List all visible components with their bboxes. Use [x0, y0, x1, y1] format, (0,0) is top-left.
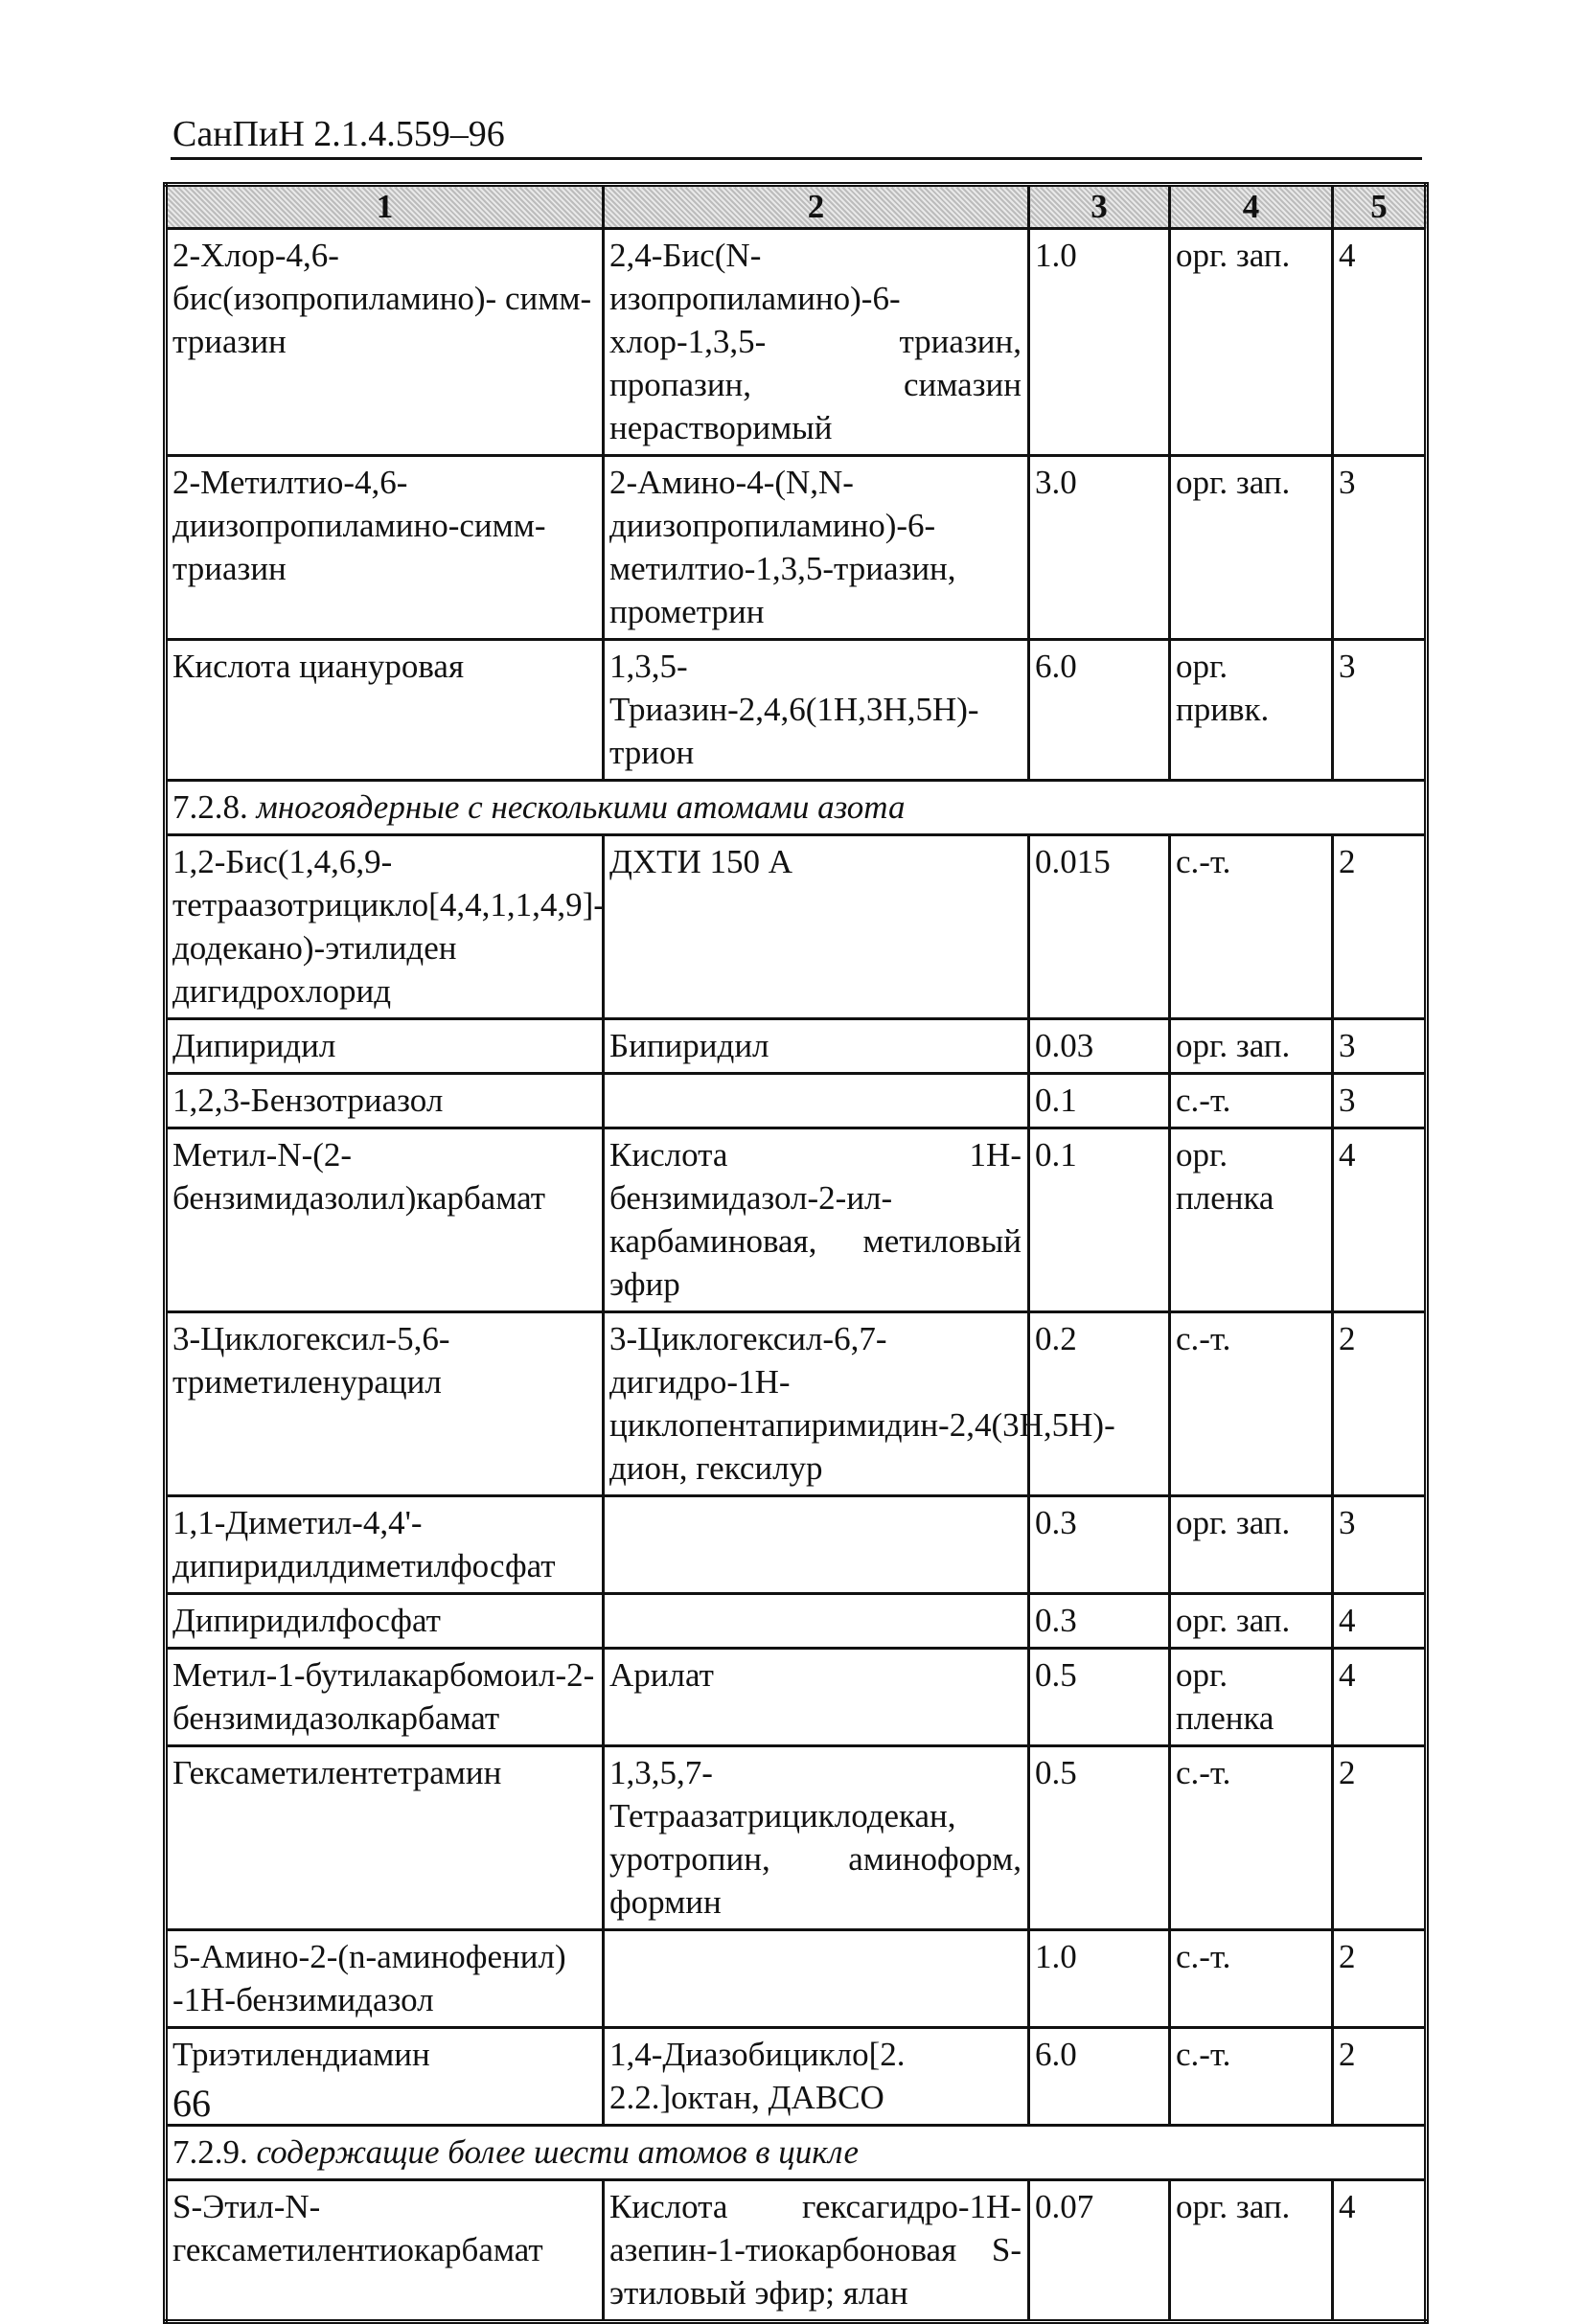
table-row — [166, 1496, 1427, 1594]
hazard-indicator-cell: орг. зап. — [1170, 1019, 1333, 1074]
norm-value-cell: 1.0 — [1029, 1930, 1170, 2028]
header-row — [166, 185, 1427, 229]
substance-name-cell: 2-Метилтио-4,6-диизопропиламино-симм-триазин — [166, 456, 604, 640]
section-number: 7.2.8. — [172, 788, 248, 826]
synonym-cell: 3-Циклогексил-6,7-дигидро-1Н-циклопентапиримидин-2,4(3Н,5Н)- дион, гексилур — [604, 1312, 1029, 1496]
norm-value-cell: 0.1 — [1029, 1128, 1170, 1312]
hazard-class-cell: 3 — [1333, 1496, 1427, 1594]
hazard-class-cell: 4 — [1333, 2180, 1427, 2322]
table-row — [166, 1312, 1427, 1496]
table-row — [166, 229, 1427, 456]
hazard-indicator-cell: орг. привк. — [1170, 640, 1333, 781]
substance-name-cell: Гексаметилентетрамин — [166, 1746, 604, 1930]
substance-name-cell: 5-Амино-2-(n-аминофенил) -1Н-бензимидазол — [166, 1930, 604, 2028]
hazard-indicator-cell: орг. зап. — [1170, 2180, 1333, 2322]
table-row — [166, 640, 1427, 781]
norm-value-cell: 0.3 — [1029, 1496, 1170, 1594]
section-row — [166, 781, 1427, 835]
norm-value-cell: 6.0 — [1029, 2028, 1170, 2126]
table-row — [166, 1930, 1427, 2028]
synonym-cell — [604, 1074, 1029, 1128]
synonym-cell: Кислота гексагидро-1Н-азепин-1-тиокарбоновая S-этиловый эфир; ялан — [604, 2180, 1029, 2322]
hazard-indicator-cell: орг. пленка — [1170, 1128, 1333, 1312]
table-row — [166, 835, 1427, 1019]
norm-value-cell: 0.07 — [1029, 2180, 1170, 2322]
substance-name-cell: 1,2-Бис(1,4,6,9-тетраазотрицикло[4,4,1,1,4,9]- додекано)-этилиден дигидрохлорид — [166, 835, 604, 1019]
substance-name-cell: Триэтилендиамин — [166, 2028, 604, 2126]
substance-name-cell: S-Этил-N-гексаметилентиокарбамат — [166, 2180, 604, 2322]
table-row — [166, 1074, 1427, 1128]
hazard-class-cell: 2 — [1333, 1930, 1427, 2028]
hazard-indicator-cell: с.-т. — [1170, 1312, 1333, 1496]
hazard-indicator-cell: орг. зап. — [1170, 1496, 1333, 1594]
hazard-indicator-cell: с.-т. — [1170, 1746, 1333, 1930]
hazard-indicator-cell: орг. пленка — [1170, 1649, 1333, 1746]
section-heading — [166, 2126, 1427, 2180]
substance-name-cell: Метил-1-бутилакарбомоил-2-бензимидазолкарбамат — [166, 1649, 604, 1746]
norm-value-cell: 0.2 — [1029, 1312, 1170, 1496]
substance-name-cell: Дипиридил — [166, 1019, 604, 1074]
substance-name-cell: 2-Хлор-4,6-бис(изопропиламино)- симм-триазин — [166, 229, 604, 456]
substance-name-cell: Кислота циануровая — [166, 640, 604, 781]
norm-value-cell: 3.0 — [1029, 456, 1170, 640]
hazard-class-cell: 3 — [1333, 640, 1427, 781]
table-row — [166, 456, 1427, 640]
synonym-cell — [604, 1496, 1029, 1594]
synonym-cell — [604, 1930, 1029, 2028]
section-heading — [166, 781, 1427, 835]
substance-name-cell: 1,2,3-Бензотриазол — [166, 1074, 604, 1128]
synonym-cell: Кислота 1Н-бензимидазол-2-ил-карбаминовая, метиловый эфир — [604, 1128, 1029, 1312]
hazard-class-cell: 4 — [1333, 229, 1427, 456]
section-title: многоядерные с несколькими атомами азота — [256, 788, 906, 826]
synonym-cell: ДХТИ 150 А — [604, 835, 1029, 1019]
synonym-cell: 1,4-Диазобицикло[2. 2.2.]октан, ДАВСО — [604, 2028, 1029, 2126]
substance-name-cell: 1,1-Диметил-4,4'-дипиридилдиметилфосфат — [166, 1496, 604, 1594]
substance-name-cell: Дипиридилфосфат — [166, 1594, 604, 1649]
section-row — [166, 2126, 1427, 2180]
table-row — [166, 1746, 1427, 1930]
hazard-class-cell: 3 — [1333, 456, 1427, 640]
table-row — [166, 1019, 1427, 1074]
hazard-class-cell: 2 — [1333, 835, 1427, 1019]
synonym-cell: 1,3,5-Триазин-2,4,6(1H,3H,5H)-трион — [604, 640, 1029, 781]
section-title: содержащие более шести атомов в цикле — [256, 2133, 859, 2171]
hazard-class-cell: 2 — [1333, 1746, 1427, 1930]
norm-value-cell: 0.5 — [1029, 1746, 1170, 1930]
section-number: 7.2.9. — [172, 2133, 248, 2171]
hazard-indicator-cell: с.-т. — [1170, 1074, 1333, 1128]
norm-value-cell: 0.015 — [1029, 835, 1170, 1019]
table-body — [166, 229, 1427, 2322]
table-row — [166, 1649, 1427, 1746]
column-header-5: 5 — [1333, 185, 1427, 229]
column-header-4: 4 — [1170, 185, 1333, 229]
hazard-class-cell: 2 — [1333, 2028, 1427, 2126]
standards-table-wrapper — [163, 182, 1424, 2324]
hazard-indicator-cell: с.-т. — [1170, 1930, 1333, 2028]
hazard-indicator-cell: с.-т. — [1170, 2028, 1333, 2126]
hazard-class-cell: 2 — [1333, 1312, 1427, 1496]
hazard-indicator-cell: орг. зап. — [1170, 229, 1333, 456]
synonym-cell: Арилат — [604, 1649, 1029, 1746]
page-number: 66 — [172, 2082, 211, 2125]
hazard-indicator-cell: с.-т. — [1170, 835, 1333, 1019]
synonym-cell: 2-Амино-4-(N,N-диизопропиламино)-6-метилтио-1,3,5-триазин, прометрин — [604, 456, 1029, 640]
standards-table — [163, 182, 1429, 2324]
hazard-class-cell: 3 — [1333, 1074, 1427, 1128]
synonym-cell: Бипиридил — [604, 1019, 1029, 1074]
hazard-class-cell: 4 — [1333, 1649, 1427, 1746]
column-header-3: 3 — [1029, 185, 1170, 229]
norm-value-cell: 6.0 — [1029, 640, 1170, 781]
synonym-cell — [604, 1594, 1029, 1649]
hazard-class-cell: 4 — [1333, 1594, 1427, 1649]
synonym-cell: 2,4-Бис(N-изопропиламино)-6-хлор-1,3,5- триазин, пропазин, симазин нерастворимый — [604, 229, 1029, 456]
column-header-1: 1 — [166, 185, 604, 229]
synonym-cell: 1,3,5,7-Тетраазатрициклодекан, уротропин, аминоформ, формин — [604, 1746, 1029, 1930]
column-header-2: 2 — [604, 185, 1029, 229]
norm-value-cell: 0.1 — [1029, 1074, 1170, 1128]
substance-name-cell: 3-Циклогексил-5,6-триметиленурацил — [166, 1312, 604, 1496]
norm-value-cell: 0.03 — [1029, 1019, 1170, 1074]
hazard-indicator-cell: орг. зап. — [1170, 1594, 1333, 1649]
table-row — [166, 2028, 1427, 2126]
norm-value-cell: 1.0 — [1029, 229, 1170, 456]
table-row — [166, 1128, 1427, 1312]
document-header: СанПиН 2.1.4.559–96 — [172, 114, 505, 154]
norm-value-cell: 0.5 — [1029, 1649, 1170, 1746]
header-rule — [171, 157, 1422, 160]
hazard-indicator-cell: орг. зап. — [1170, 456, 1333, 640]
norm-value-cell: 0.3 — [1029, 1594, 1170, 1649]
table-row — [166, 2180, 1427, 2322]
hazard-class-cell: 4 — [1333, 1128, 1427, 1312]
substance-name-cell: Метил-N-(2-бензимидазолил)карбамат — [166, 1128, 604, 1312]
hazard-class-cell: 3 — [1333, 1019, 1427, 1074]
table-row — [166, 1594, 1427, 1649]
